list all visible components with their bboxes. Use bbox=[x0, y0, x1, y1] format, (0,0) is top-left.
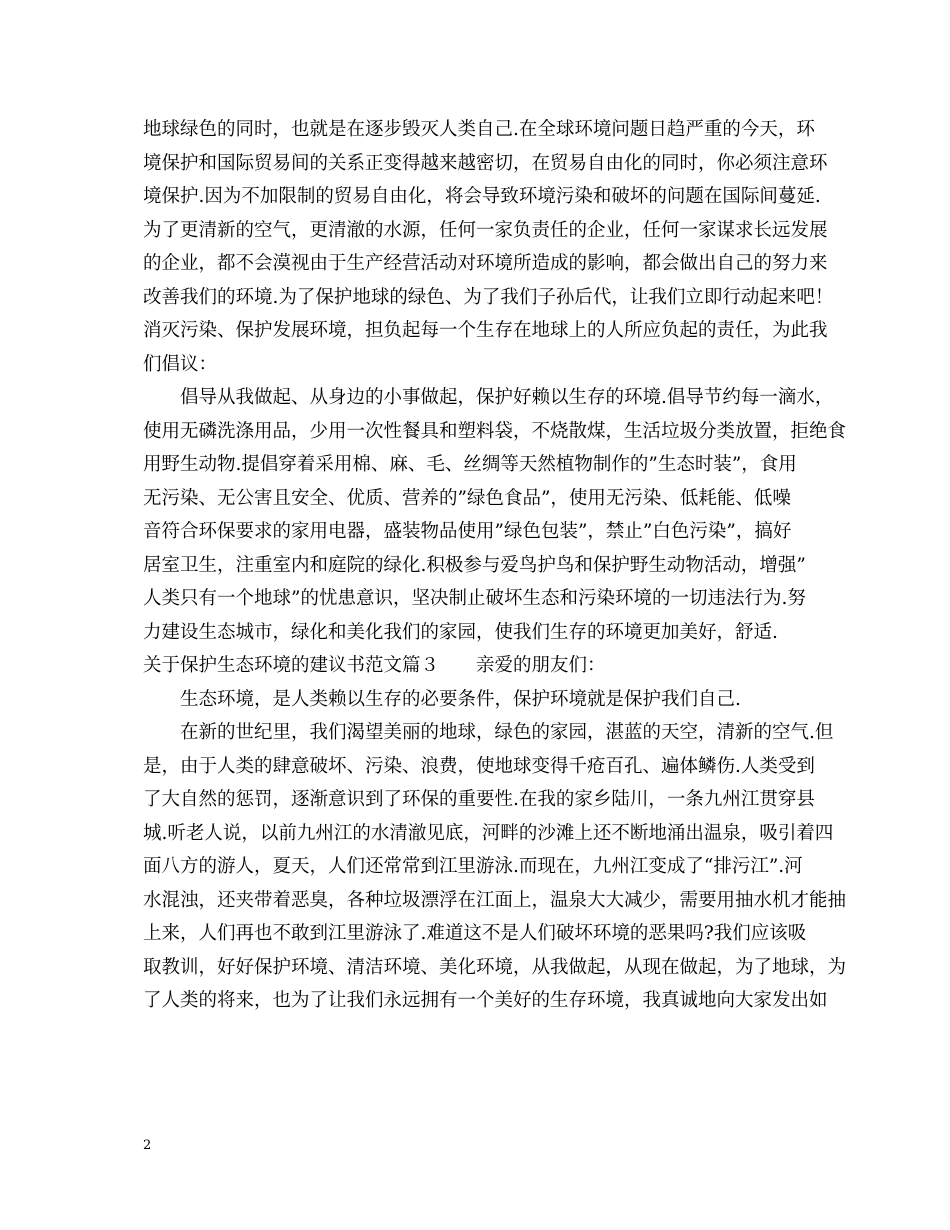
text-line: 境保护.因为不加限制的贸易自由化，将会导致环境污染和破坏的问题在国际间蔓延. bbox=[143, 186, 821, 207]
text-line: 倡导从我做起、从身边的小事做起，保护好赖以生存的环境.倡导节约每一滴水， bbox=[143, 387, 834, 408]
text-line: 境保护和国际贸易间的关系正变得越来越密切，在贸易自由化的同时，你必须注意环 bbox=[143, 152, 828, 174]
text-line: 音符合环保要求的家用电器，盛装物品使用”绿色包装”，禁止”白色污染”，搞好 bbox=[143, 521, 792, 542]
text-line: 居室卫生，注重室内和庭院的绿化.积极参与爱鸟护鸟和保护野生动物活动，增强” bbox=[143, 554, 806, 576]
text-line: 关于保护生态环境的建议书范文篇３ 亲爱的朋友们： bbox=[143, 655, 606, 676]
text-line: 无污染、无公害且安全、优质、营养的”绿色食品”，使用无污染、低耗能、低噪 bbox=[143, 487, 791, 509]
text-line: 在新的世纪里，我们渴望美丽的地球，绿色的家园，湛蓝的天空，清新的空气.但 bbox=[143, 722, 834, 743]
text-line: 为了更清新的空气，更清澈的水源，任何一家负责任的企业，任何一家谋求长远发展 bbox=[143, 219, 828, 241]
text-line: 了人类的将来，也为了让我们永远拥有一个美好的生存环境，我真诚地向大家发出如 bbox=[143, 990, 828, 1011]
text-line: 们倡议： bbox=[143, 353, 218, 375]
text-line: 地球绿色的同时，也就是在逐步毁灭人类自己.在全球环境问题日趋严重的今天，环 bbox=[143, 119, 815, 140]
text-line: 用野生动物.提倡穿着采用棉、麻、毛、丝绸等天然植物制作的”生态时装”，食用 bbox=[143, 454, 797, 475]
text-line: 消灭污染、保护发展环境，担负起每一个生存在地球上的人所应负起的责任，为此我 bbox=[143, 320, 828, 341]
text-line: 上来，人们再也不敢到江里游泳了.难道这不是人们破坏环境的恶果吗?我们应该吸 bbox=[143, 923, 807, 944]
text-line: 水混浊，还夹带着恶臭，各种垃圾漂浮在江面上，温泉大大减少，需要用抽水机才能抽 bbox=[143, 889, 847, 911]
text-line: 的企业，都不会漠视由于生产经营活动对环境所造成的影响，都会做出自己的努力来 bbox=[143, 253, 828, 274]
text-line: 使用无磷洗涤用品，少用一次性餐具和塑料袋，不烧散煤，生活垃圾分类放置，拒绝食 bbox=[143, 420, 847, 442]
text-line: 城.听老人说，以前九州江的水清澈见底，河畔的沙滩上还不断地涌出温泉，吸引着四 bbox=[143, 822, 834, 844]
text-line: 取教训，好好保护环境、清洁环境、美化环境，从我做起，从现在做起，为了地球，为 bbox=[143, 956, 847, 978]
text-line: 力建设生态城市，绿化和美化我们的家园，使我们生存的环境更加美好，舒适. bbox=[143, 621, 778, 643]
text-line: 是，由于人类的肆意破坏、污染、浪费，使地球变得千疮百孔、遍体鳞伤.人类受到 bbox=[143, 755, 815, 777]
text-line: 人类只有一个地球”的忧患意识，坚决制止破坏生态和污染环境的一切违法行为.努 bbox=[143, 588, 806, 609]
text-line: 改善我们的环境.为了保护地球的绿色、为了我们子孙后代，让我们立即行动起来吧！ bbox=[143, 286, 834, 308]
text-line: 面八方的游人，夏天，人们还常常到江里游泳.而现在，九州江变成了“排污江”.河 bbox=[143, 856, 803, 877]
text-line: 了大自然的惩罚，逐渐意识到了环保的重要性.在我的家乡陆川，一条九州江贯穿县 bbox=[143, 789, 815, 810]
page-number: 2 bbox=[143, 1138, 152, 1153]
text-line: 生态环境，是人类赖以生存的必要条件，保护环境就是保护我们自己. bbox=[143, 688, 741, 710]
